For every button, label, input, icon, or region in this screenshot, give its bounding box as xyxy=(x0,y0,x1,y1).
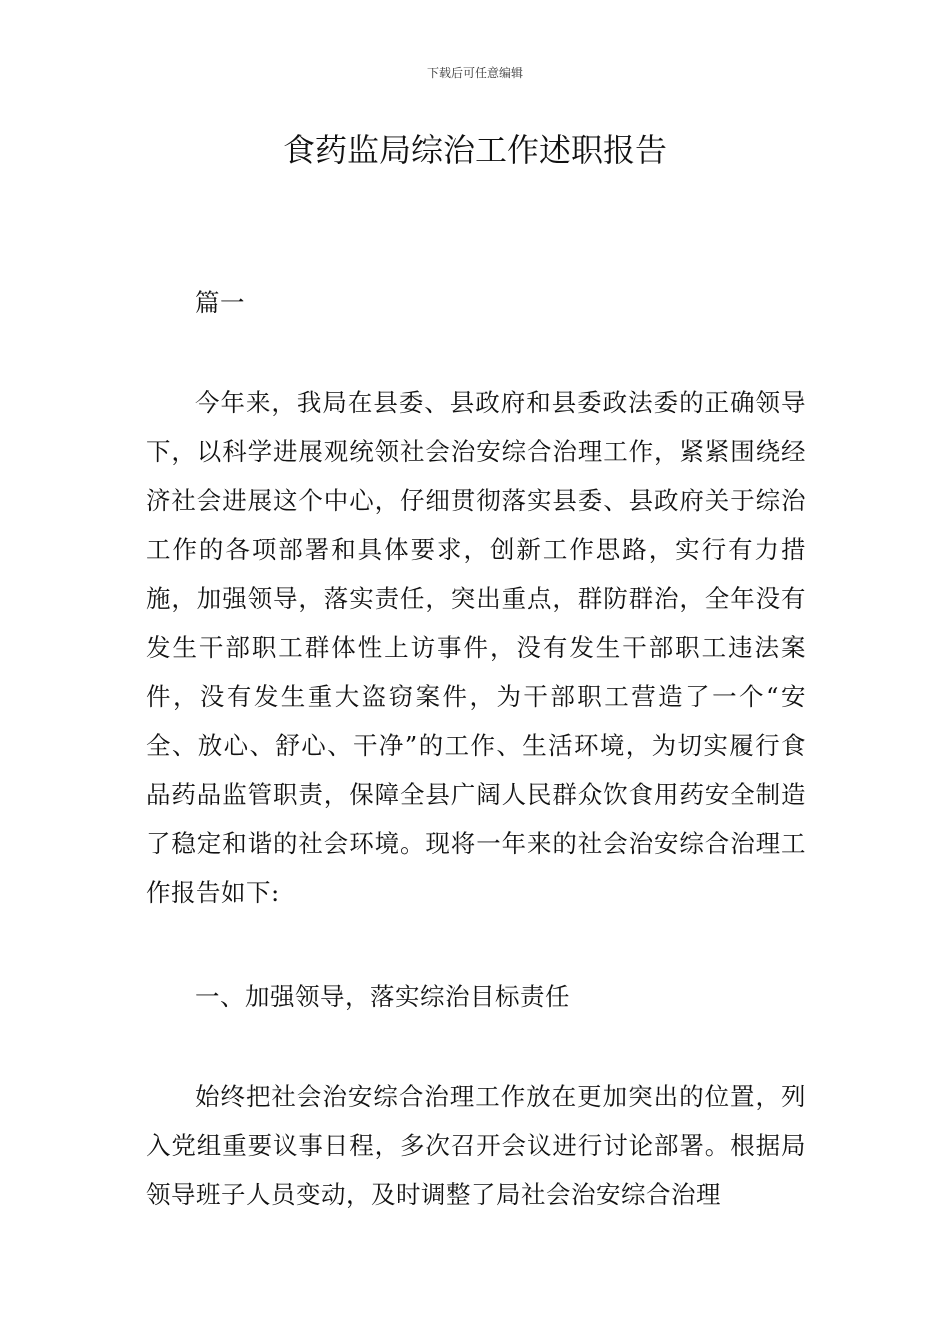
section-heading: 一、加强领导，落实综治目标责任 xyxy=(195,982,570,1011)
page-header-note: 下载后可任意编辑 xyxy=(426,66,523,80)
body-paragraph: 今年来，我局在县委、县政府和县委政法委的正确领导下，以科学进展观统领社会治安综合治理工作，紧紧围绕经济社会进展这个中心，仔细贯彻落实县委、县政府关于综治工作的各项部署和具体要求，创新工作思路，实行有力措施，加强领导，落实责任，突出重点，群防群治，全年没有发生干部职工群体性上访事件，没有发生干部职工违法案件，没有发生重大盗窃案件，为干部职工营造了一个“安全、放心、舒心、干净”的工作、生活环境，为切实履行食品药品监管职责，保障全县广阔人民群众饮食用药安全制造了稳定和谐的社会环境。现将一年来的社会治安综合治理工作报告如下: xyxy=(146,388,806,907)
section-label: 篇一 xyxy=(195,288,245,317)
document-title: 食药监局综治工作述职报告 xyxy=(282,131,667,169)
body-paragraph: 始终把社会治安综合治理工作放在更加突出的位置，列入党组重要议事日程，多次召开会议进行讨论部署。根据局领导班子人员变动，及时调整了局社会治安综合治理 xyxy=(146,1082,806,1209)
